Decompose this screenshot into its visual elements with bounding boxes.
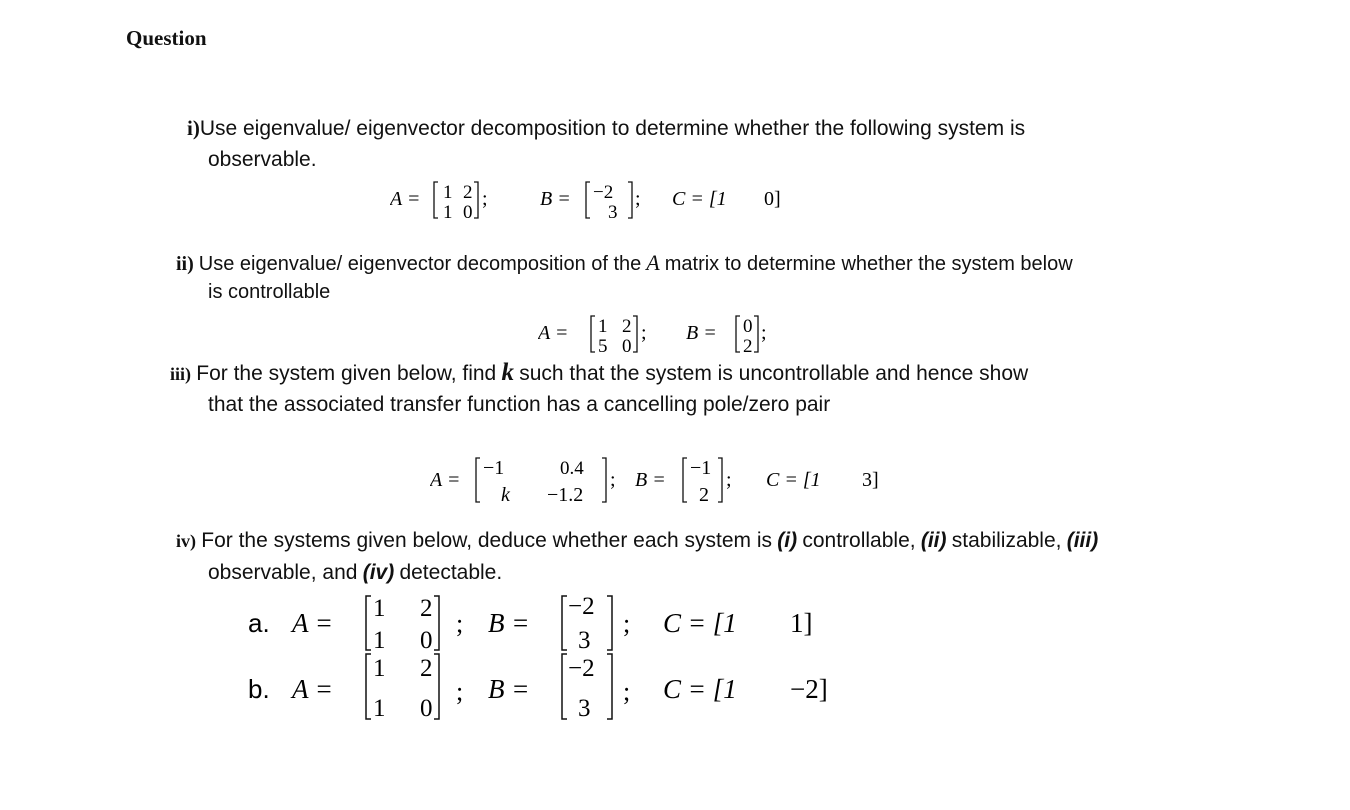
question-number: ii) xyxy=(176,253,194,275)
matrix-cell: 0 xyxy=(463,202,473,223)
matrix-a-label: A = xyxy=(292,608,333,638)
matrix-cell: −1 xyxy=(690,457,712,479)
separator: ; xyxy=(610,469,616,491)
matrix-cell: −2 xyxy=(593,182,614,203)
bracket-right xyxy=(607,654,612,719)
bracket-left xyxy=(476,458,480,502)
question-4-text xyxy=(176,528,1098,553)
equation-q2 xyxy=(538,304,798,358)
matrix-cell: 2 xyxy=(463,182,473,203)
question-3-text-line2: that the associated transfer function has a cancelling pole/zero pair xyxy=(208,393,831,416)
bracket-left xyxy=(591,316,595,352)
matrix-cell: 3 xyxy=(578,695,591,722)
bracket-right xyxy=(633,316,637,352)
term-emphasis: (iii) xyxy=(1066,529,1099,552)
matrix-cell: −1.2 xyxy=(547,484,584,506)
bracket-right xyxy=(607,596,612,650)
separator: ; xyxy=(482,188,488,210)
bracket-left xyxy=(366,596,371,650)
matrix-c-label: C = [1 xyxy=(663,608,737,638)
matrix-cell: 0 xyxy=(420,695,433,722)
matrix-c-label: C = [1 xyxy=(663,674,737,704)
question-text: matrix to determine whether the system below xyxy=(664,253,1073,275)
matrix-cell: 3 xyxy=(578,627,591,654)
list-marker: a. xyxy=(248,608,270,638)
bracket-left xyxy=(366,654,371,719)
bracket-right xyxy=(718,458,722,502)
separator: ; xyxy=(456,677,464,706)
matrix-b-label: B = xyxy=(488,608,530,638)
matrix-cell: 2 xyxy=(622,316,632,337)
separator: ; xyxy=(761,322,767,344)
equation-q1 xyxy=(390,172,810,224)
equation-q3 xyxy=(430,448,900,510)
separator: ; xyxy=(623,677,631,706)
question-1-text-line2: observable. xyxy=(208,148,317,171)
matrix-c-label: C = [1 xyxy=(672,188,727,210)
matrix-cell: −2 xyxy=(568,593,595,620)
question-2-text xyxy=(176,250,1073,276)
matrix-cell: 5 xyxy=(598,336,608,357)
question-2-text-line2: is controllable xyxy=(208,281,331,303)
bracket-left xyxy=(562,596,567,650)
matrix-cell: 1 xyxy=(373,655,386,682)
bracket-right xyxy=(434,596,439,650)
matrix-cell: 3] xyxy=(862,469,879,491)
matrix-b-label: B = xyxy=(635,469,666,491)
question-text: For the systems given below, deduce whether each system is xyxy=(201,529,773,552)
bracket-left xyxy=(683,458,687,502)
matrix-cell: −1 xyxy=(483,457,505,479)
page-title: Question xyxy=(126,26,207,50)
question-number: i) xyxy=(187,116,200,140)
variable: k xyxy=(501,359,514,386)
matrix-b-label: B = xyxy=(540,188,571,210)
bracket-left xyxy=(586,182,590,218)
matrix-a-label: A = xyxy=(292,674,333,704)
bracket-right xyxy=(474,182,478,218)
matrix-cell: 0] xyxy=(764,188,781,210)
matrix-cell: 2 xyxy=(743,336,753,357)
matrix-cell: 0 xyxy=(743,316,753,337)
question-text: For the system given below, find xyxy=(196,362,497,385)
matrix-cell: −2 xyxy=(568,655,595,682)
matrix-cell: 1 xyxy=(373,695,386,722)
question-text: Use eigenvalue/ eigenvector decomposition of the xyxy=(198,253,642,275)
matrix-cell: −2] xyxy=(790,674,828,704)
term-emphasis: (ii) xyxy=(920,529,947,552)
bracket-left xyxy=(736,316,740,352)
matrix-cell: 3 xyxy=(608,202,618,223)
term-emphasis: (i) xyxy=(777,529,798,552)
bracket-right xyxy=(628,182,632,218)
variable: A xyxy=(646,250,660,275)
separator: ; xyxy=(456,609,464,638)
matrix-b-label: B = xyxy=(488,674,530,704)
question-text-line: Use eigenvalue/ eigenvector decomposition to determine whether the following system is xyxy=(199,117,1026,140)
bracket-left xyxy=(434,182,438,218)
separator: ; xyxy=(726,469,732,491)
question-text: such that the system is uncontrollable and hence show xyxy=(519,362,1029,385)
matrix-cell: 1 xyxy=(443,182,453,203)
matrix-a-label: A = xyxy=(390,188,421,210)
matrix-cell: 1 xyxy=(598,316,608,337)
question-1-text xyxy=(187,116,1025,141)
bracket-right xyxy=(754,316,758,352)
matrix-cell: 0.4 xyxy=(560,458,584,479)
matrix-a-label: A = xyxy=(538,322,569,344)
matrix-cell: 1 xyxy=(373,595,386,622)
term-emphasis: (iv) xyxy=(362,561,395,584)
bracket-right xyxy=(602,458,606,502)
separator: ; xyxy=(623,609,631,638)
matrix-b-label: B = xyxy=(686,322,717,344)
question-number: iv) xyxy=(176,531,196,551)
bracket-right xyxy=(434,654,439,719)
matrix-cell: 1 xyxy=(373,627,386,654)
matrix-cell: 0 xyxy=(420,627,433,654)
question-3-text xyxy=(170,359,1028,387)
matrix-cell: 1 xyxy=(443,202,453,223)
matrix-cell: k xyxy=(501,484,510,506)
matrix-c-label: C = [1 xyxy=(766,469,821,491)
separator: ; xyxy=(635,188,641,210)
separator: ; xyxy=(641,322,647,344)
question-text: stabilizable, xyxy=(951,529,1062,552)
question-number: iii) xyxy=(170,364,191,384)
question-4-text-line2 xyxy=(208,560,502,585)
matrix-cell: 2 xyxy=(699,484,709,506)
matrix-cell: 2 xyxy=(420,595,433,622)
question-text: observable, and xyxy=(208,561,358,584)
matrix-a-label: A = xyxy=(430,469,461,491)
matrix-cell: 1] xyxy=(790,608,813,638)
question-text: controllable, xyxy=(802,529,916,552)
equation-q4 xyxy=(248,588,868,728)
question-text: detectable. xyxy=(399,561,503,584)
matrix-cell: 2 xyxy=(420,655,433,682)
list-marker: b. xyxy=(248,674,270,704)
bracket-left xyxy=(562,654,567,719)
matrix-cell: 0 xyxy=(622,336,632,357)
